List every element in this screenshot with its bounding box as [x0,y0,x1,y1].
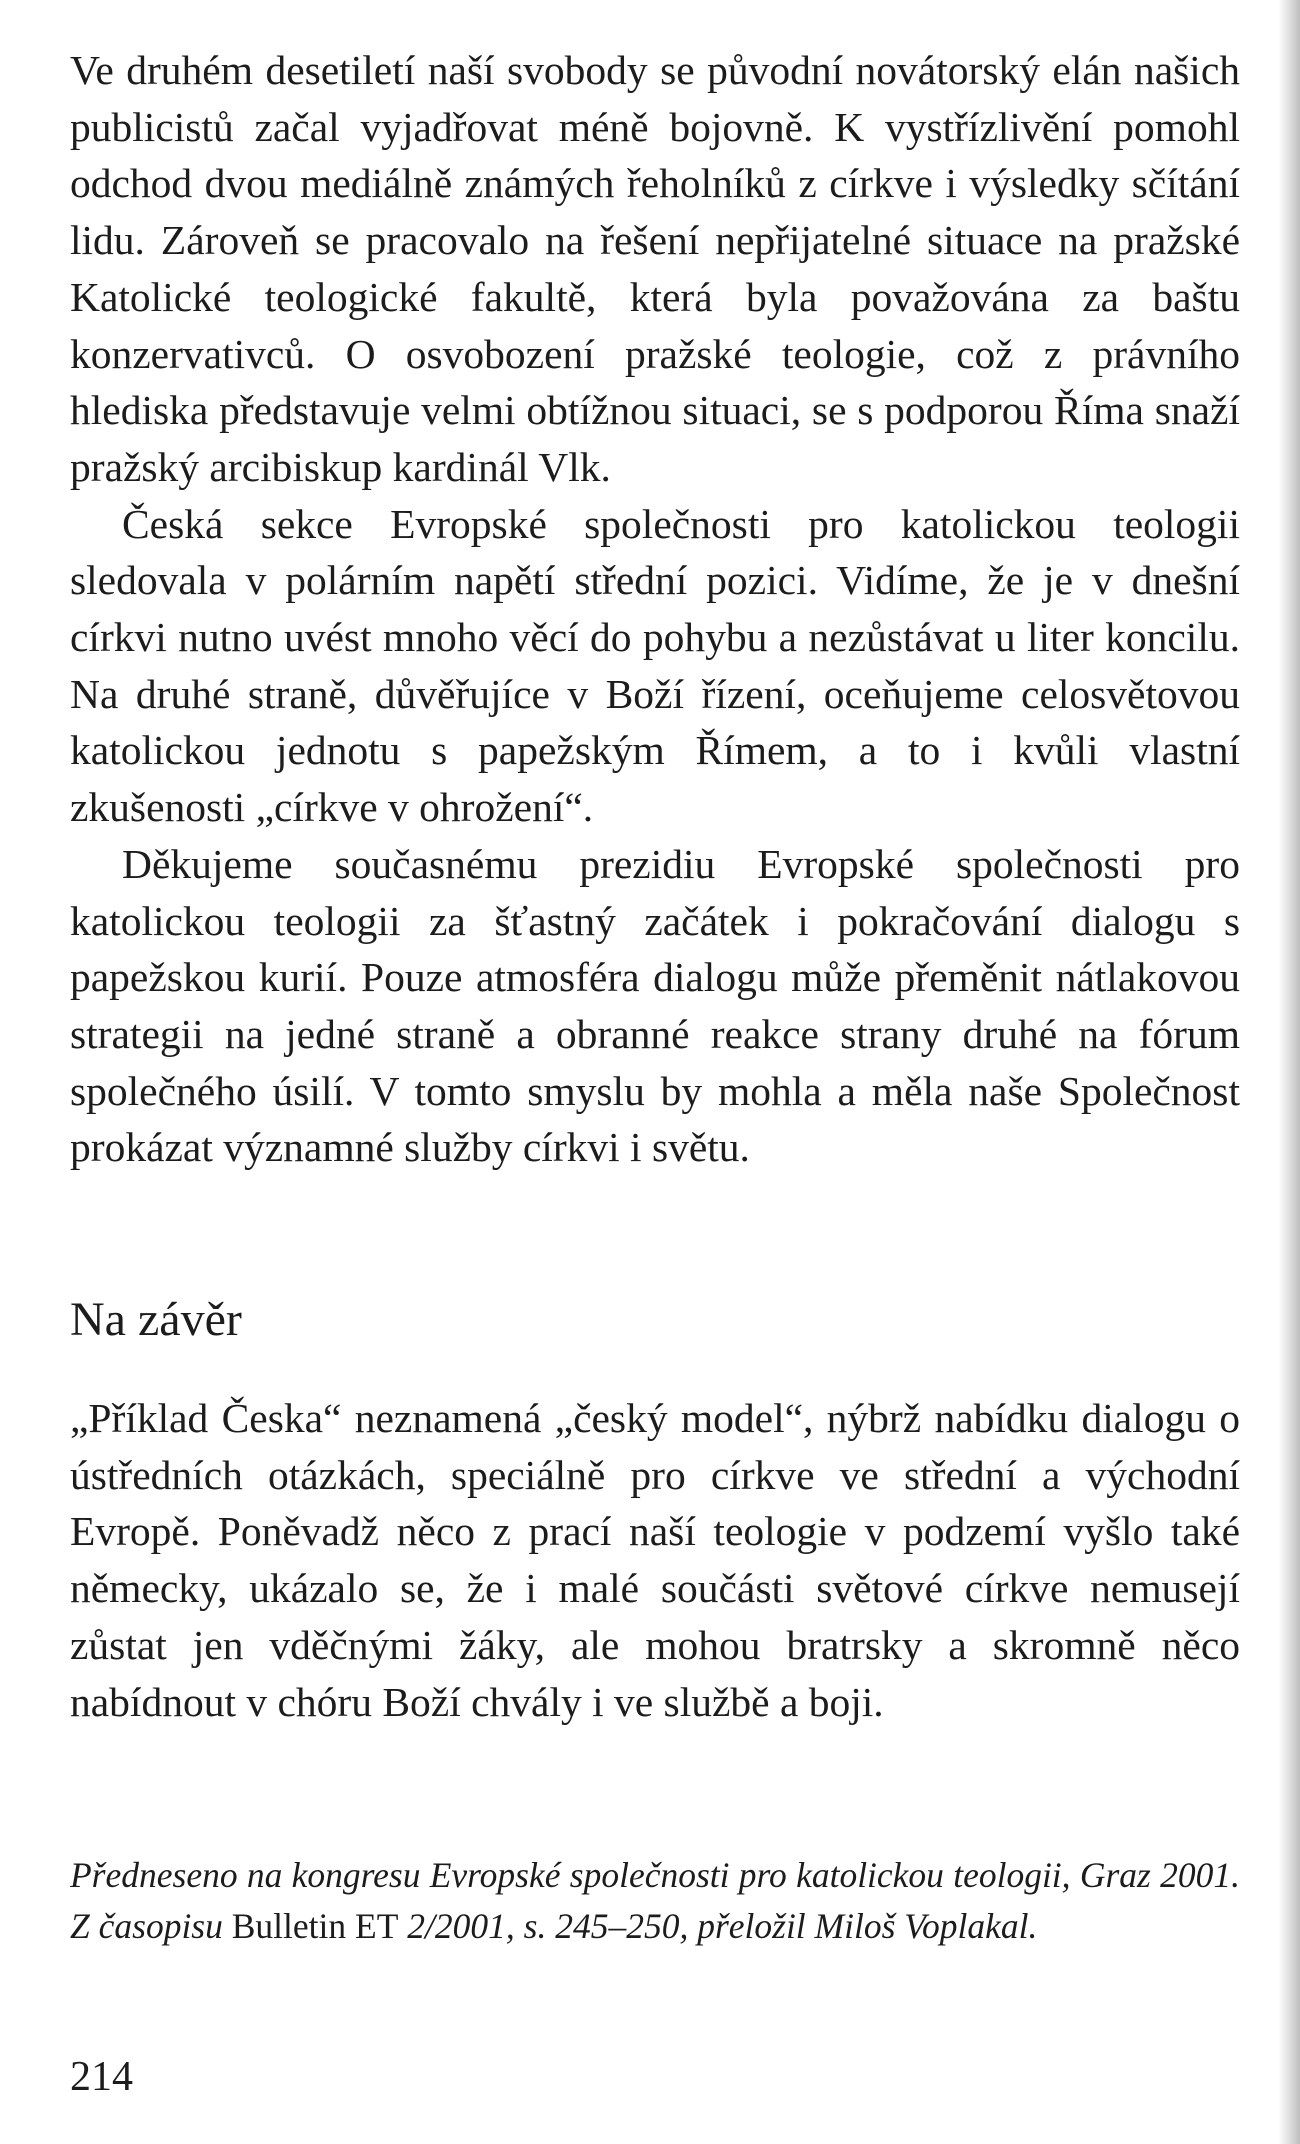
page-edge-shadow [1278,0,1300,2144]
closing-text [70,1390,1240,1730]
paragraph-2: Česká sekce Evropské společnosti pro katolickou teologii sledovala v polárním napětí střední pozici. Vidíme, že je v dnešní církvi nutno uvést mnoho věcí do pohybu a nezůstávat u liter koncilu. Na druhé straně, důvěřujíce v Boží řízení, oceňujeme celosvětovou katolickou jednotu s papežským Římem, a to i kvůli vlastní zkušenosti „církve v ohrožení“. [70,500,1240,831]
paragraph-1: Ve druhém desetiletí naší svobody se původní novátorský elán našich publicistů začal vyjadřovat méně bojovně. K vystřízlivění pomohl odchod dvou mediálně známých řeholníků z církve i výsledky sčítání lidu. Zároveň se pracovalo na řešení nepřijatelné situace na pražské Katolické teologické fakultě, která byla považována za baštu konzervativců. O osvobození pražské teologie, což z právního hlediska představuje velmi obtížnou situaci, se s podporou Říma snaží pražský arcibiskup kardinál Vlk. [70,47,1240,490]
page-number: 214 [70,2054,133,2100]
source-note-part-3: 2/2001, s. 245–250, přeložil Miloš Voplakal. [398,1906,1038,1946]
paragraph-3: Děkujeme současnému prezidiu Evropské společnosti pro katolickou teologii za šťastný začátek i pokračování dialogu s papežskou kurií. Pouze atmosféra dialogu může přeměnit nátlakovou strategii na jedné straně a obranné reakce strany druhé na fórum společného úsilí. V tomto smyslu by mohla a měla naše Společnost prokázat významné služby církvi i světu. [70,840,1240,1171]
main-text [70,42,1240,1176]
source-note-part-1: Předneseno na kongresu Evropské společnosti pro katolickou teologii, Graz 2001. Z časopisu [70,1855,1240,1946]
source-note [70,1850,1240,1952]
closing-paragraph: „Příklad Česka“ neznamená „český model“, nýbrž nabídku dialogu o ústředních otázkách, speciálně pro církve ve střední a východní Evropě. Poněvadž něco z prací naší teologie v podzemí vyšlo také německy, ukázalo se, že i malé součásti světové církve nemusejí zůstat jen vděčnými žáky, ale mohou bratrsky a skromně něco nabídnout v chóru Boží chvály i ve službě a boji. [70,1395,1240,1725]
source-note-journal: Bulletin ET [231,1906,399,1946]
section-heading: Na závěr [70,1293,242,1346]
